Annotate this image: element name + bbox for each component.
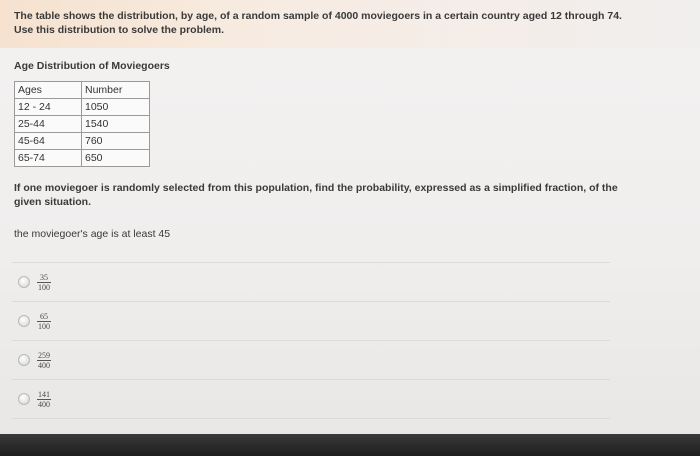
radio-button[interactable] — [18, 393, 30, 405]
table-cell-age: 25-44 — [15, 116, 82, 133]
fraction-numerator: 65 — [40, 311, 48, 321]
problem-prompt — [14, 9, 674, 37]
table-row — [15, 99, 150, 116]
situation-text: the moviegoer's age is at least 45 — [14, 228, 171, 240]
fraction-label — [37, 351, 51, 370]
fraction-numerator: 259 — [38, 350, 50, 360]
prompt-line-1: The table shows the distribution, by age, of a random sample of 4000 moviegoers in a certain country aged 12 through 74. — [14, 10, 622, 22]
table-cell-age: 45-64 — [15, 133, 82, 150]
answer-option[interactable] — [12, 262, 610, 301]
answer-option[interactable] — [12, 340, 610, 379]
answer-option[interactable] — [12, 301, 610, 340]
table-cell-age: 12 - 24 — [15, 99, 82, 116]
table-row — [15, 133, 150, 150]
table-header-row — [15, 82, 150, 99]
table-cell-number: 760 — [82, 133, 150, 150]
fraction-label — [37, 390, 51, 409]
table-row — [15, 150, 150, 167]
question-text — [14, 181, 654, 209]
table-row — [15, 116, 150, 133]
question-line-2: given situation. — [14, 196, 92, 208]
question-line-1: If one moviegoer is randomly selected from this population, find the probability, expressed as a simplified fraction, of the — [14, 182, 618, 194]
radio-button[interactable] — [18, 315, 30, 327]
fraction-numerator: 141 — [38, 389, 50, 399]
table-cell-age: 65-74 — [15, 150, 82, 167]
answer-option[interactable] — [12, 379, 610, 419]
table-caption: Age Distribution of Moviegoers — [14, 60, 170, 72]
bottom-bar — [0, 434, 700, 456]
table-header-number: Number — [82, 82, 150, 99]
table-header-ages: Ages — [15, 82, 82, 99]
table-cell-number: 650 — [82, 150, 150, 167]
answer-options — [12, 262, 610, 419]
radio-button[interactable] — [18, 276, 30, 288]
fraction-denominator: 400 — [38, 399, 50, 409]
radio-button[interactable] — [18, 354, 30, 366]
fraction-label — [37, 312, 51, 331]
fraction-numerator: 35 — [40, 272, 48, 282]
fraction-label — [37, 273, 51, 292]
prompt-line-2: Use this distribution to solve the problem. — [14, 24, 225, 36]
fraction-denominator: 100 — [38, 321, 50, 331]
fraction-denominator: 100 — [38, 282, 50, 292]
age-distribution-table — [14, 81, 150, 167]
table-cell-number: 1050 — [82, 99, 150, 116]
fraction-denominator: 400 — [38, 360, 50, 370]
table-cell-number: 1540 — [82, 116, 150, 133]
